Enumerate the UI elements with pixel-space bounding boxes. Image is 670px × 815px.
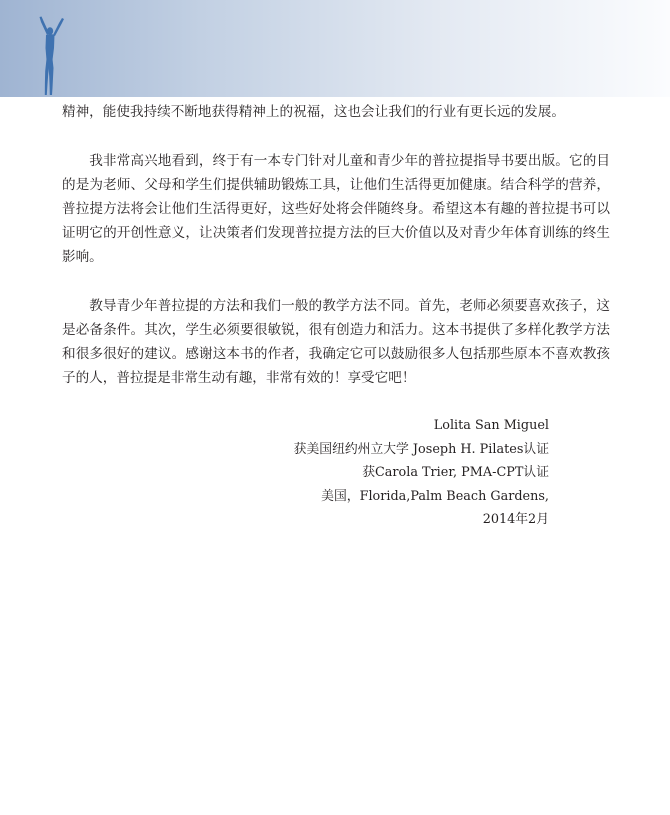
header-band <box>0 0 670 97</box>
signature-certification-1: 获美国纽约州立大学 Joseph H. Pilates认证 <box>293 441 549 457</box>
paragraph-1: 精神，能使我持续不断地获得精神上的祝福，这也会让我们的行业有更长远的发展。 <box>62 104 565 120</box>
signature-block <box>294 414 549 532</box>
paragraph-2: 我非常高兴地看到，终于有一本专门针对儿童和青少年的普拉提指导书要出版。它的目的是为老师、父母和学生们提供辅助锻炼工具，让他们生活得更加健康。结合科学的营养，普拉提方法将会让他们生活得更好，这些好处将会伴随终身。希望这本有趣的普拉提书可以证明它的开创性意义，让决策者们发现普拉提方法的巨大价值以及对青少年体育训练的终生影响。 <box>62 153 610 265</box>
signature-certification-2: 获Carola Trier, PMA-CPT认证 <box>362 465 549 480</box>
signature-name: Lolita San Miguel <box>433 418 549 433</box>
body-text <box>62 100 610 390</box>
paragraph-3: 教导青少年普拉提的方法和我们一般的教学方法不同。首先，老师必须要喜欢孩子，这是必备条件。其次，学生必须要很敏锐，很有创造力和活力。这本书提供了多样化教学方法和很多很好的建议。感谢这本书的作者，我确定它可以鼓励很多人包括那些原本不喜欢教孩子的人，普拉提是非常生动有趣，非常有效的！享受它吧！ <box>62 298 610 386</box>
signature-location: 美国，Florida,Palm Beach Gardens, <box>321 488 549 504</box>
dancer-silhouette-icon <box>30 16 74 96</box>
signature-date: 2014年2月 <box>482 512 549 527</box>
